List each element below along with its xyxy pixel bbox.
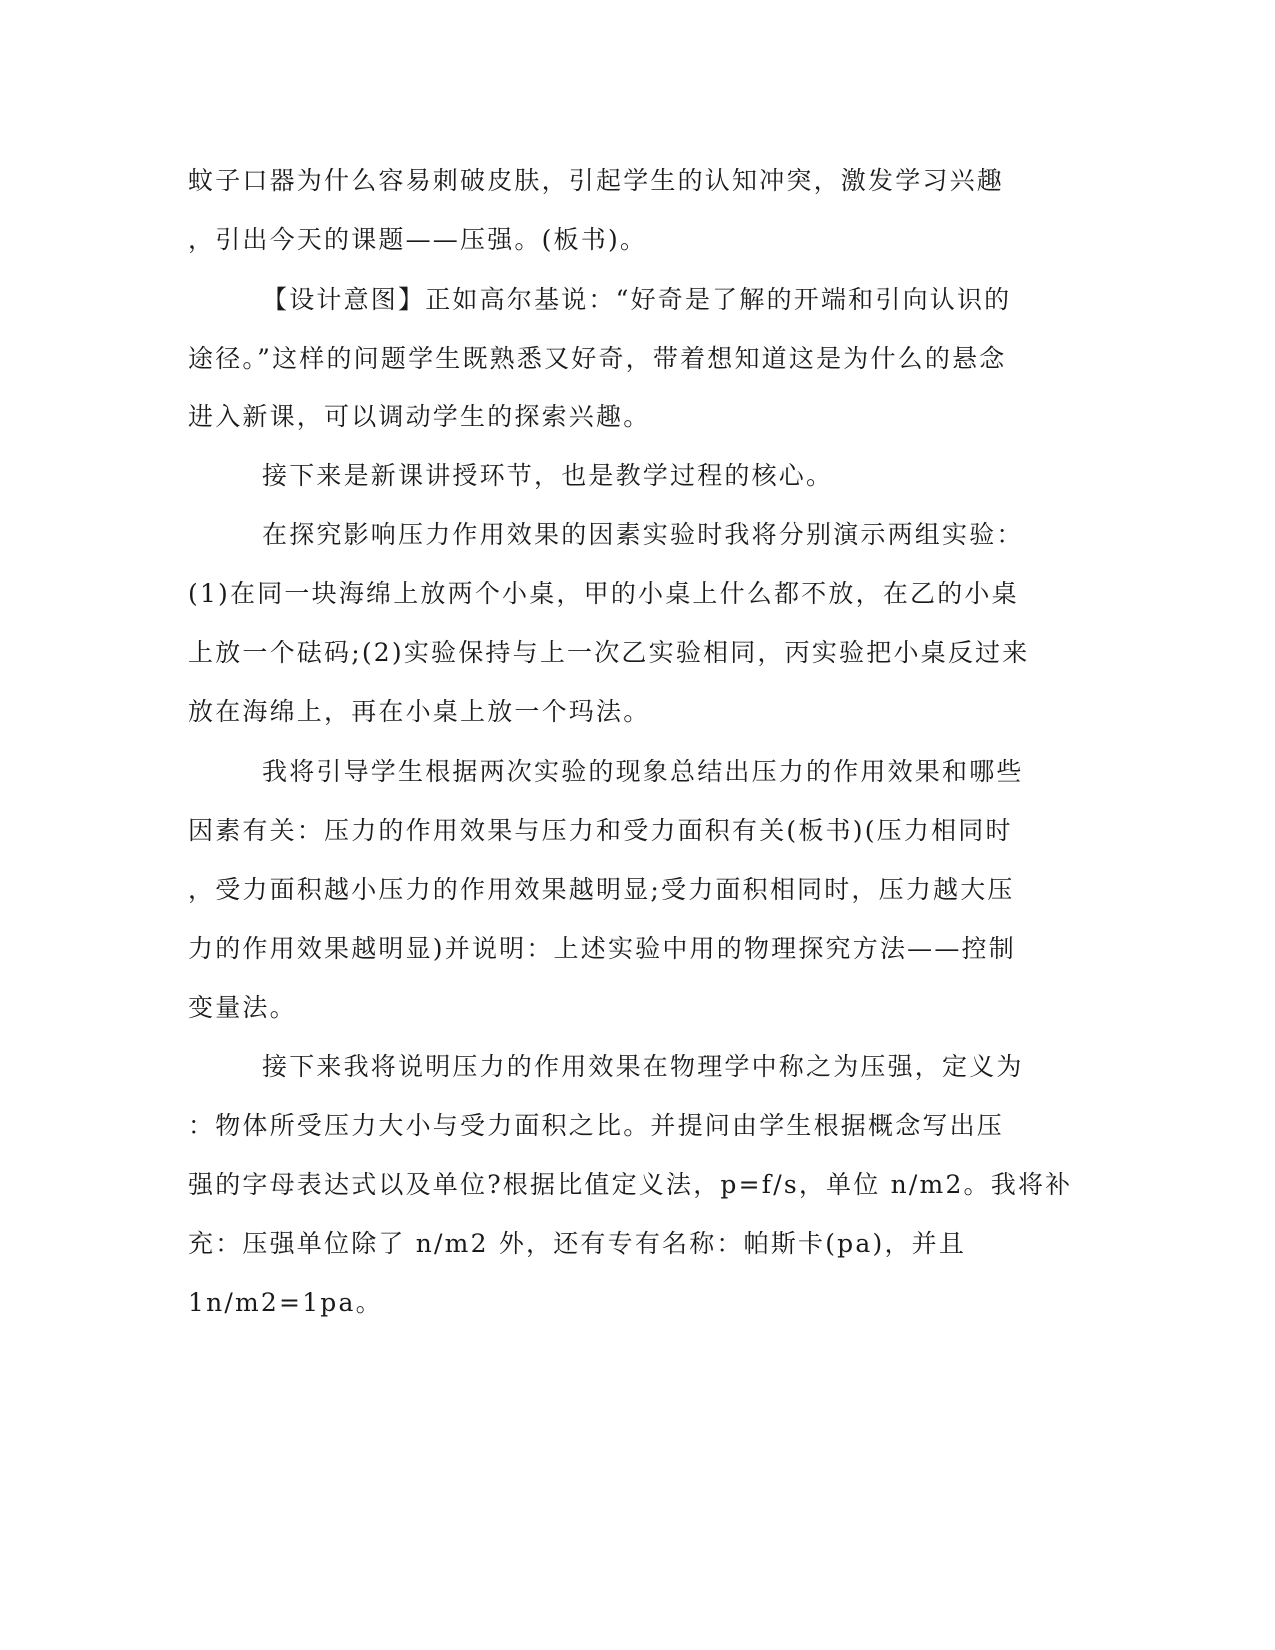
text-line-15: 变量法。 <box>188 993 297 1022</box>
text-line-4: 途径。”这样的问题学生既熟悉又好奇，带着想知道这是为什么的悬念 <box>188 344 1007 373</box>
text-line-2: ，引出今天的课题——压强。(板书)。 <box>188 225 648 254</box>
text-line-5: 进入新课，可以调动学生的探索兴趣。 <box>188 402 651 431</box>
text-line-11: 我将引导学生根据两次实验的现象总结出压力的作用效果和哪些 <box>262 757 1024 786</box>
text-line-7: 在探究影响压力作用效果的因素实验时我将分别演示两组实验： <box>262 520 1024 549</box>
text-line-19: 充：压强单位除了 n/m2 外，还有专有名称：帕斯卡(pa)，并且 <box>188 1229 967 1258</box>
text-line-8: (1)在同一块海绵上放两个小桌，甲的小桌上什么都不放，在乙的小桌 <box>188 579 1019 608</box>
text-line-9: 上放一个砝码;(2)实验保持与上一次乙实验相同，丙实验把小桌反过来 <box>188 638 1030 667</box>
text-line-14: 力的作用效果越明显)并说明：上述实验中用的物理探究方法——控制 <box>188 934 1016 963</box>
text-line-18: 强的字母表达式以及单位?根据比值定义法，p=f/s，单位 n/m2。我将补 <box>188 1170 1073 1199</box>
text-line-20: 1n/m2=1pa。 <box>188 1288 383 1317</box>
text-line-10: 放在海绵上，再在小桌上放一个玛法。 <box>188 697 651 726</box>
text-line-6: 接下来是新课讲授环节，也是教学过程的核心。 <box>262 461 834 490</box>
text-line-12: 因素有关：压力的作用效果与压力和受力面积有关(板书)(压力相同时 <box>188 816 1013 845</box>
text-line-17: ：物体所受压力大小与受力面积之比。并提问由学生根据概念写出压 <box>188 1111 1005 1140</box>
text-line-13: ，受力面积越小压力的作用效果越明显;受力面积相同时，压力越大压 <box>188 875 1015 904</box>
text-line-1: 蚊子口器为什么容易刺破皮肤，引起学生的认知冲突，激发学习兴趣 <box>188 166 1005 195</box>
text-line-3: 【设计意图】正如高尔基说：“好奇是了解的开端和引向认识的 <box>262 285 1012 314</box>
text-line-16: 接下来我将说明压力的作用效果在物理学中称之为压强，定义为 <box>262 1052 1024 1081</box>
